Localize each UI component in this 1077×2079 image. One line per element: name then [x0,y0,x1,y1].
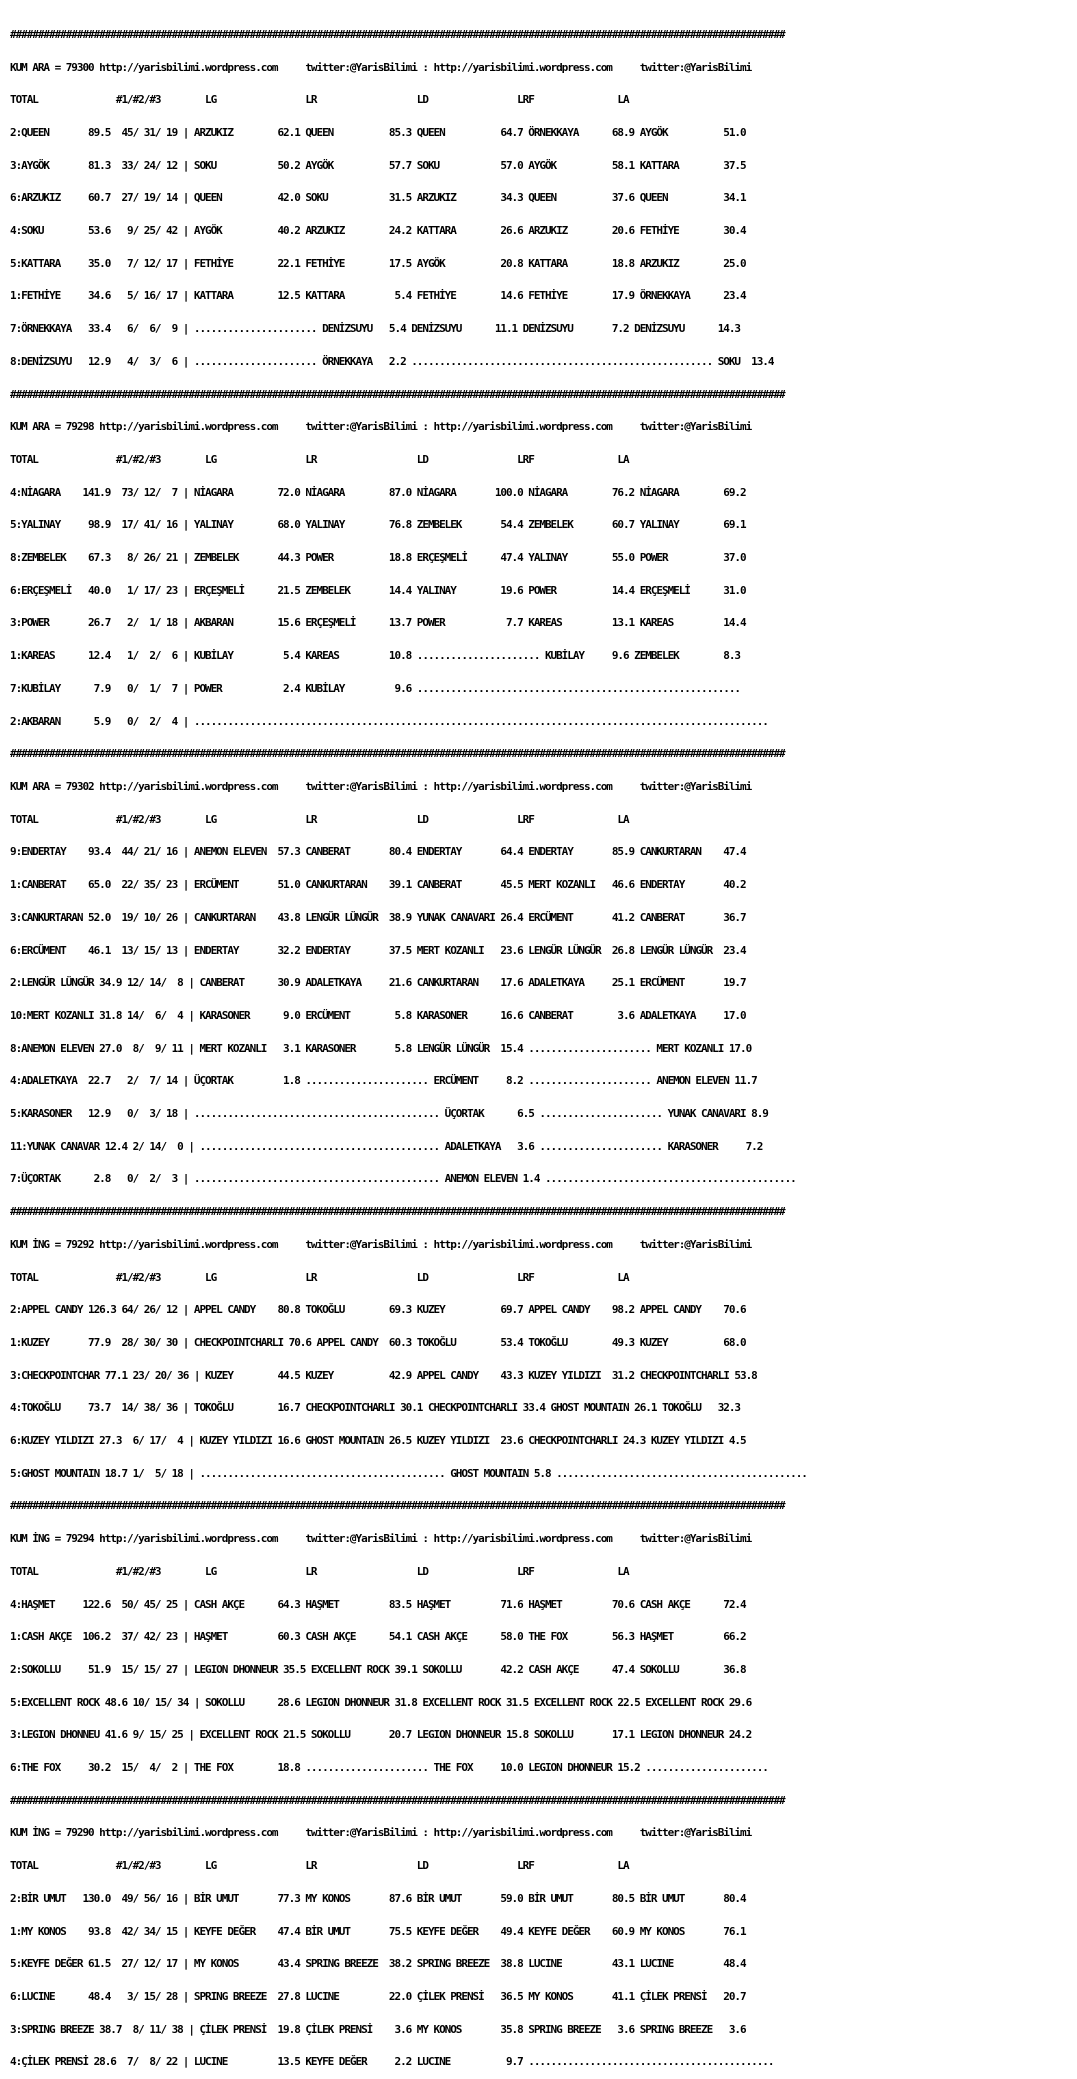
doc-line: 1:FETHİYE 34.6 5/ 16/ 17 | KATTARA 12.5 KATTARA 5.4 FETHİYE 14.6 FETHİYE 17.9 ÖRNEKKAYA 23.4 [10,289,746,303]
doc-line: ########################################################################################################################################### [10,1499,785,1513]
doc-line: TOTAL #1/#2/#3 LG LR LD LRF LA [10,452,629,466]
doc-line: KUM ARA = 79302 http://yarisbilimi.wordpress.com twitter:@YarisBilimi : http://yarisbilimi.wordpress.com twitter:@YarisBilimi [10,779,752,793]
doc-line: KUM İNG = 79294 http://yarisbilimi.wordpress.com twitter:@YarisBilimi : http://yarisbilimi.wordpress.com twitter:@YarisBilimi [10,1532,752,1546]
doc-line: 6:ERÇEŞMELİ 40.0 1/ 17/ 23 | ERÇEŞMELİ 21.5 ZEMBELEK 14.4 YALINAY 19.6 POWER 14.4 ERÇEŞMELİ 31.0 [10,583,746,597]
doc-line: KUM İNG = 79290 http://yarisbilimi.wordpress.com twitter:@YarisBilimi : http://yarisbilimi.wordpress.com twitter:@YarisBilimi [10,1826,752,1840]
doc-line: 1:MY KONOS 93.8 42/ 34/ 15 | KEYFE DEĞER 47.4 BİR UMUT 75.5 KEYFE DEĞER 49.4 KEYFE DEĞER 60.9 MY KONOS 76.1 [10,1924,746,1938]
doc-line: 2:QUEEN 89.5 45/ 31/ 19 | ARZUKIZ 62.1 QUEEN 85.3 QUEEN 64.7 ÖRNEKKAYA 68.9 AYGÖK 51.0 [10,125,746,139]
doc-line: KUM ARA = 79298 http://yarisbilimi.wordpress.com twitter:@YarisBilimi : http://yarisbilimi.wordpress.com twitter:@YarisBilimi [10,420,752,434]
doc-line: 6:KUZEY YILDIZI 27.3 6/ 17/ 4 | KUZEY YILDIZI 16.6 GHOST MOUNTAIN 26.5 KUZEY YILDIZI 23.6 CHECKPOINTCHARLI 24.3 KUZEY YILDIZI 4.5 [10,1434,746,1448]
doc-line: 11:YUNAK CANAVAR 12.4 2/ 14/ 0 | ........................................... ADALETKAYA 3.6 ...................... KARASONER 7.2 [10,1139,763,1153]
doc-line: KUM İNG = 79292 http://yarisbilimi.wordpress.com twitter:@YarisBilimi : http://yarisbilimi.wordpress.com twitter:@YarisBilimi [10,1237,752,1251]
doc-line: 2:APPEL CANDY 126.3 64/ 26/ 12 | APPEL CANDY 80.8 TOKOĞLU 69.3 KUZEY 69.7 APPEL CANDY 98.2 APPEL CANDY 70.6 [10,1303,746,1317]
doc-line: 2:AKBARAN 5.9 0/ 2/ 4 | ....................................................................................................... [10,714,768,728]
doc-line: ########################################################################################################################################### [10,1793,785,1807]
doc-line: 9:ENDERTAY 93.4 44/ 21/ 16 | ANEMON ELEVEN 57.3 CANBERAT 80.4 ENDERTAY 64.4 ENDERTAY 85.9 CANKURTARAN 47.4 [10,845,746,859]
doc-line: 5:GHOST MOUNTAIN 18.7 1/ 5/ 18 | ............................................ GHOST MOUNTAIN 5.8 ............................................. [10,1466,807,1480]
doc-line: 3:CHECKPOINTCHAR 77.1 23/ 20/ 36 | KUZEY 44.5 KUZEY 42.9 APPEL CANDY 43.3 KUZEY YILDIZI 31.2 CHECKPOINTCHARLI 53.8 [10,1368,757,1382]
doc-line: 1:CASH AKÇE 106.2 37/ 42/ 23 | HAŞMET 60.3 CASH AKÇE 54.1 CASH AKÇE 58.0 THE FOX 56.3 HAŞMET 66.2 [10,1630,746,1644]
doc-line: 2:SOKOLLU 51.9 15/ 15/ 27 | LEGION DHONNEUR 35.5 EXCELLENT ROCK 39.1 SOKOLLU 42.2 CASH AKÇE 47.4 SOKOLLU 36.8 [10,1662,746,1676]
doc-line: TOTAL #1/#2/#3 LG LR LD LRF LA [10,93,629,107]
doc-line: ########################################################################################################################################### [10,1205,785,1219]
doc-line: 5:KARASONER 12.9 0/ 3/ 18 | ............................................ ÜÇORTAK 6.5 ...................... YUNAK CANAVARI 8.9 [10,1107,768,1121]
doc-line: 5:KATTARA 35.0 7/ 12/ 17 | FETHİYE 22.1 FETHİYE 17.5 AYGÖK 20.8 KATTARA 18.8 ARZUKIZ 25.0 [10,256,746,270]
doc-line: 1:CANBERAT 65.0 22/ 35/ 23 | ERCÜMENT 51.0 CANKURTARAN 39.1 CANBERAT 45.5 MERT KOZANLI 46.6 ENDERTAY 40.2 [10,878,746,892]
doc-line: TOTAL #1/#2/#3 LG LR LD LRF LA [10,1270,629,1284]
doc-line: 10:MERT KOZANLI 31.8 14/ 6/ 4 | KARASONER 9.0 ERCÜMENT 5.8 KARASONER 16.6 CANBERAT 3.6 ADALETKAYA 17.0 [10,1008,746,1022]
doc-line: 4:NİAGARA 141.9 73/ 12/ 7 | NİAGARA 72.0 NİAGARA 87.0 NİAGARA 100.0 NİAGARA 76.2 NİAGARA 69.2 [10,485,746,499]
doc-line: ########################################################################################################################################### [10,27,785,41]
doc-line: 8:ANEMON ELEVEN 27.0 8/ 9/ 11 | MERT KOZANLI 3.1 KARASONER 5.8 LENGÜR LÜNGÜR 15.4 ...................... MERT KOZANLI 17.0 [10,1041,752,1055]
doc-line: 4:ADALETKAYA 22.7 2/ 7/ 14 | ÜÇORTAK 1.8 ...................... ERCÜMENT 8.2 ...................... ANEMON ELEVEN 11.7 [10,1074,757,1088]
doc-line: 3:LEGION DHONNEU 41.6 9/ 15/ 25 | EXCELLENT ROCK 21.5 SOKOLLU 20.7 LEGION DHONNEUR 15.8 SOKOLLU 17.1 LEGION DHONNEUR 24.2 [10,1728,752,1742]
doc-line: 6:ARZUKIZ 60.7 27/ 19/ 14 | QUEEN 42.0 SOKU 31.5 ARZUKIZ 34.3 QUEEN 37.6 QUEEN 34.1 [10,191,746,205]
doc-line: KUM ARA = 79300 http://yarisbilimi.wordpress.com twitter:@YarisBilimi : http://yarisbilimi.wordpress.com twitter:@YarisBilimi [10,60,752,74]
doc-line: 7:ÜÇORTAK 2.8 0/ 2/ 3 | ............................................ ANEMON ELEVEN 1.4 ............................................. [10,1172,796,1186]
doc-line: 3:POWER 26.7 2/ 1/ 18 | AKBARAN 15.6 ERÇEŞMELİ 13.7 POWER 7.7 KAREAS 13.1 KAREAS 14.4 [10,616,746,630]
doc-line: 3:AYGÖK 81.3 33/ 24/ 12 | SOKU 50.2 AYGÖK 57.7 SOKU 57.0 AYGÖK 58.1 KATTARA 37.5 [10,158,746,172]
doc-line: TOTAL #1/#2/#3 LG LR LD LRF LA [10,1564,629,1578]
doc-line: 6:THE FOX 30.2 15/ 4/ 2 | THE FOX 18.8 ...................... THE FOX 10.0 LEGION DHONNEUR 15.2 ...................... [10,1761,768,1775]
doc-line: 8:ZEMBELEK 67.3 8/ 26/ 21 | ZEMBELEK 44.3 POWER 18.8 ERÇEŞMELİ 47.4 YALINAY 55.0 POWER 37.0 [10,551,746,565]
doc-line: 7:ÖRNEKKAYA 33.4 6/ 6/ 9 | ...................... DENİZSUYU 5.4 DENİZSUYU 11.1 DENİZSUYU 7.2 DENİZSUYU 14.3 [10,322,741,336]
doc-line: TOTAL #1/#2/#3 LG LR LD LRF LA [10,812,629,826]
doc-line: 6:ERCÜMENT 46.1 13/ 15/ 13 | ENDERTAY 32.2 ENDERTAY 37.5 MERT KOZANLI 23.6 LENGÜR LÜNGÜR 26.8 LENGÜR LÜNGÜR 23.4 [10,943,746,957]
doc-line: 6:LUCINE 48.4 3/ 15/ 28 | SPRING BREEZE 27.8 LUCINE 22.0 ÇİLEK PRENSİ 36.5 MY KONOS 41.1 ÇİLEK PRENSİ 20.7 [10,1990,746,2003]
doc-line: 8:DENİZSUYU 12.9 4/ 3/ 6 | ...................... ÖRNEKKAYA 2.2 ...................................................... SOKU 13.4 [10,354,774,368]
doc-line: 1:KAREAS 12.4 1/ 2/ 6 | KUBİLAY 5.4 KAREAS 10.8 ...................... KUBİLAY 9.6 ZEMBELEK 8.3 [10,649,741,663]
doc-line: 5:KEYFE DEĞER 61.5 27/ 12/ 17 | MY KONOS 43.4 SPRING BREEZE 38.2 SPRING BREEZE 38.8 LUCINE 43.1 LUCINE 48.4 [10,1957,746,1971]
doc-line: 4:TOKOĞLU 73.7 14/ 38/ 36 | TOKOĞLU 16.7 CHECKPOINTCHARLI 30.1 CHECKPOINTCHARLI 33.4 GHOST MOUNTAIN 26.1 TOKOĞLU 32.3 [10,1401,741,1415]
doc-line: ########################################################################################################################################### [10,387,785,401]
doc-line: TOTAL #1/#2/#3 LG LR LD LRF LA [10,1859,629,1873]
doc-line: ########################################################################################################################################### [10,747,785,761]
doc-line: 5:YALINAY 98.9 17/ 41/ 16 | YALINAY 68.0 YALINAY 76.8 ZEMBELEK 54.4 ZEMBELEK 60.7 YALINAY 69.1 [10,518,746,532]
doc-line: 2:LENGÜR LÜNGÜR 34.9 12/ 14/ 8 | CANBERAT 30.9 ADALETKAYA 21.6 CANKURTARAN 17.6 ADALETKAYA 25.1 ERCÜMENT 19.7 [10,976,746,990]
doc-line: 7:KUBİLAY 7.9 0/ 1/ 7 | POWER 2.4 KUBİLAY 9.6 .......................................................... [10,681,741,695]
doc-line: 4:SOKU 53.6 9/ 25/ 42 | AYGÖK 40.2 ARZUKIZ 24.2 KATTARA 26.6 ARZUKIZ 20.6 FETHİYE 30.4 [10,224,746,238]
doc-line: 4:ÇİLEK PRENSİ 28.6 7/ 8/ 22 | LUCINE 13.5 KEYFE DEĞER 2.2 LUCINE 9.7 ............................................ [10,2055,774,2069]
doc-line: 5:EXCELLENT ROCK 48.6 10/ 15/ 34 | SOKOLLU 28.6 LEGION DHONNEUR 31.8 EXCELLENT ROCK 31.5 EXCELLENT ROCK 22.5 EXCELLENT ROCK 29.6 [10,1695,752,1709]
doc-line: 2:BİR UMUT 130.0 49/ 56/ 16 | BİR UMUT 77.3 MY KONOS 87.6 BİR UMUT 59.0 BİR UMUT 80.5 BİR UMUT 80.4 [10,1891,746,1905]
doc-line: 1:KUZEY 77.9 28/ 30/ 30 | CHECKPOINTCHARLI 70.6 APPEL CANDY 60.3 TOKOĞLU 53.4 TOKOĞLU 49.3 KUZEY 68.0 [10,1335,746,1349]
doc-line: 3:CANKURTARAN 52.0 19/ 10/ 26 | CANKURTARAN 43.8 LENGÜR LÜNGÜR 38.9 YUNAK CANAVARI 26.4 ERCÜMENT 41.2 CANBERAT 36.7 [10,910,746,924]
doc-line: 4:HAŞMET 122.6 50/ 45/ 25 | CASH AKÇE 64.3 HAŞMET 83.5 HAŞMET 71.6 HAŞMET 70.6 CASH AKÇE 72.4 [10,1597,746,1611]
doc-line: 3:SPRING BREEZE 38.7 8/ 11/ 38 | ÇİLEK PRENSİ 19.8 ÇİLEK PRENSİ 3.6 MY KONOS 35.8 SPRING BREEZE 3.6 SPRING BREEZE 3.6 [10,2022,746,2036]
